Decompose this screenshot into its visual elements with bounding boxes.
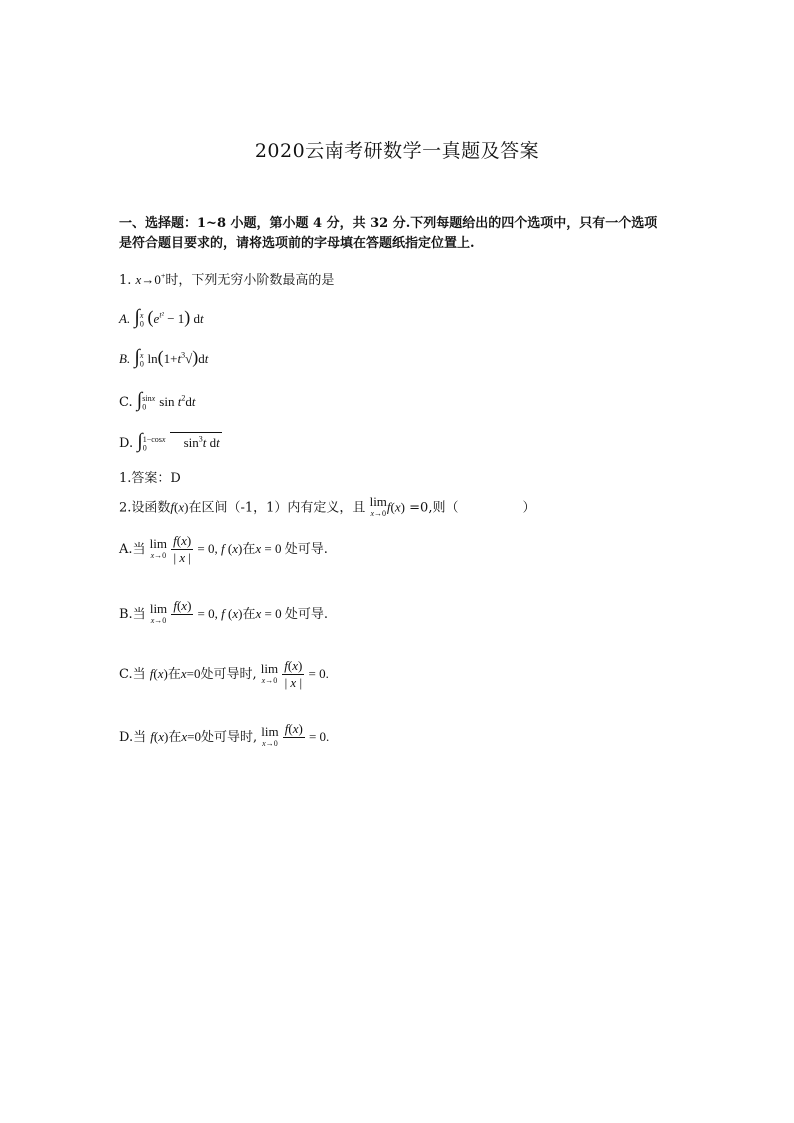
question-2-option-c: C.当 f(x)在x=0处可导时, lim x→0 $\frac{f(x)}{| x |}$ = 0. — [119, 658, 329, 690]
section-heading-line1: 一、选择题：1~8 小题，第小题 4 分，共 32 分.下列每题给出的四个选项中，只有一个选项 — [119, 216, 658, 231]
question-2-option-d: D.当 f(x)在x=0处可导时, lim x→0 f(x) = 0. — [119, 721, 330, 748]
section-heading-line2: 是符合题目要求的，请将选项前的字母填在答题纸指定位置上. — [119, 236, 475, 251]
question-2-stem: 2.设函数f(x)在区间（-1，1）内有定义，且 lim x→0 f(x) =0,则（ ） — [119, 494, 536, 518]
question-1-stem: 1. x→0+时，下列无穷小阶数最高的是 — [119, 271, 335, 288]
question-1-answer: 1.答案：D — [119, 471, 181, 486]
question-1-option-a: A. $\int_0^x$ $(e^{t^2} - 1)$ dt — [119, 306, 204, 329]
question-1-option-d: D. $\int_0^{1-cosx}$ $\sin^3t$ dt — [119, 430, 220, 453]
page-title: 2020云南考研数学一真题及答案 — [254, 140, 540, 162]
question-2-option-a: A.当 lim x→0 $\frac{f(x)}{| x |}$ = 0, f (x)在x = 0 处可导. — [119, 533, 328, 565]
question-1-option-b: B. $\int_0^x$ $\ln(1+t^3√)dt$ — [119, 346, 209, 369]
question-2-option-b: B.当 lim x→0 f(x) = 0, f (x)在x = 0 处可导. — [119, 598, 329, 625]
question-1-option-c: C. $\int_0^{sinx}$ $\sin t^2dt$ — [119, 389, 196, 412]
